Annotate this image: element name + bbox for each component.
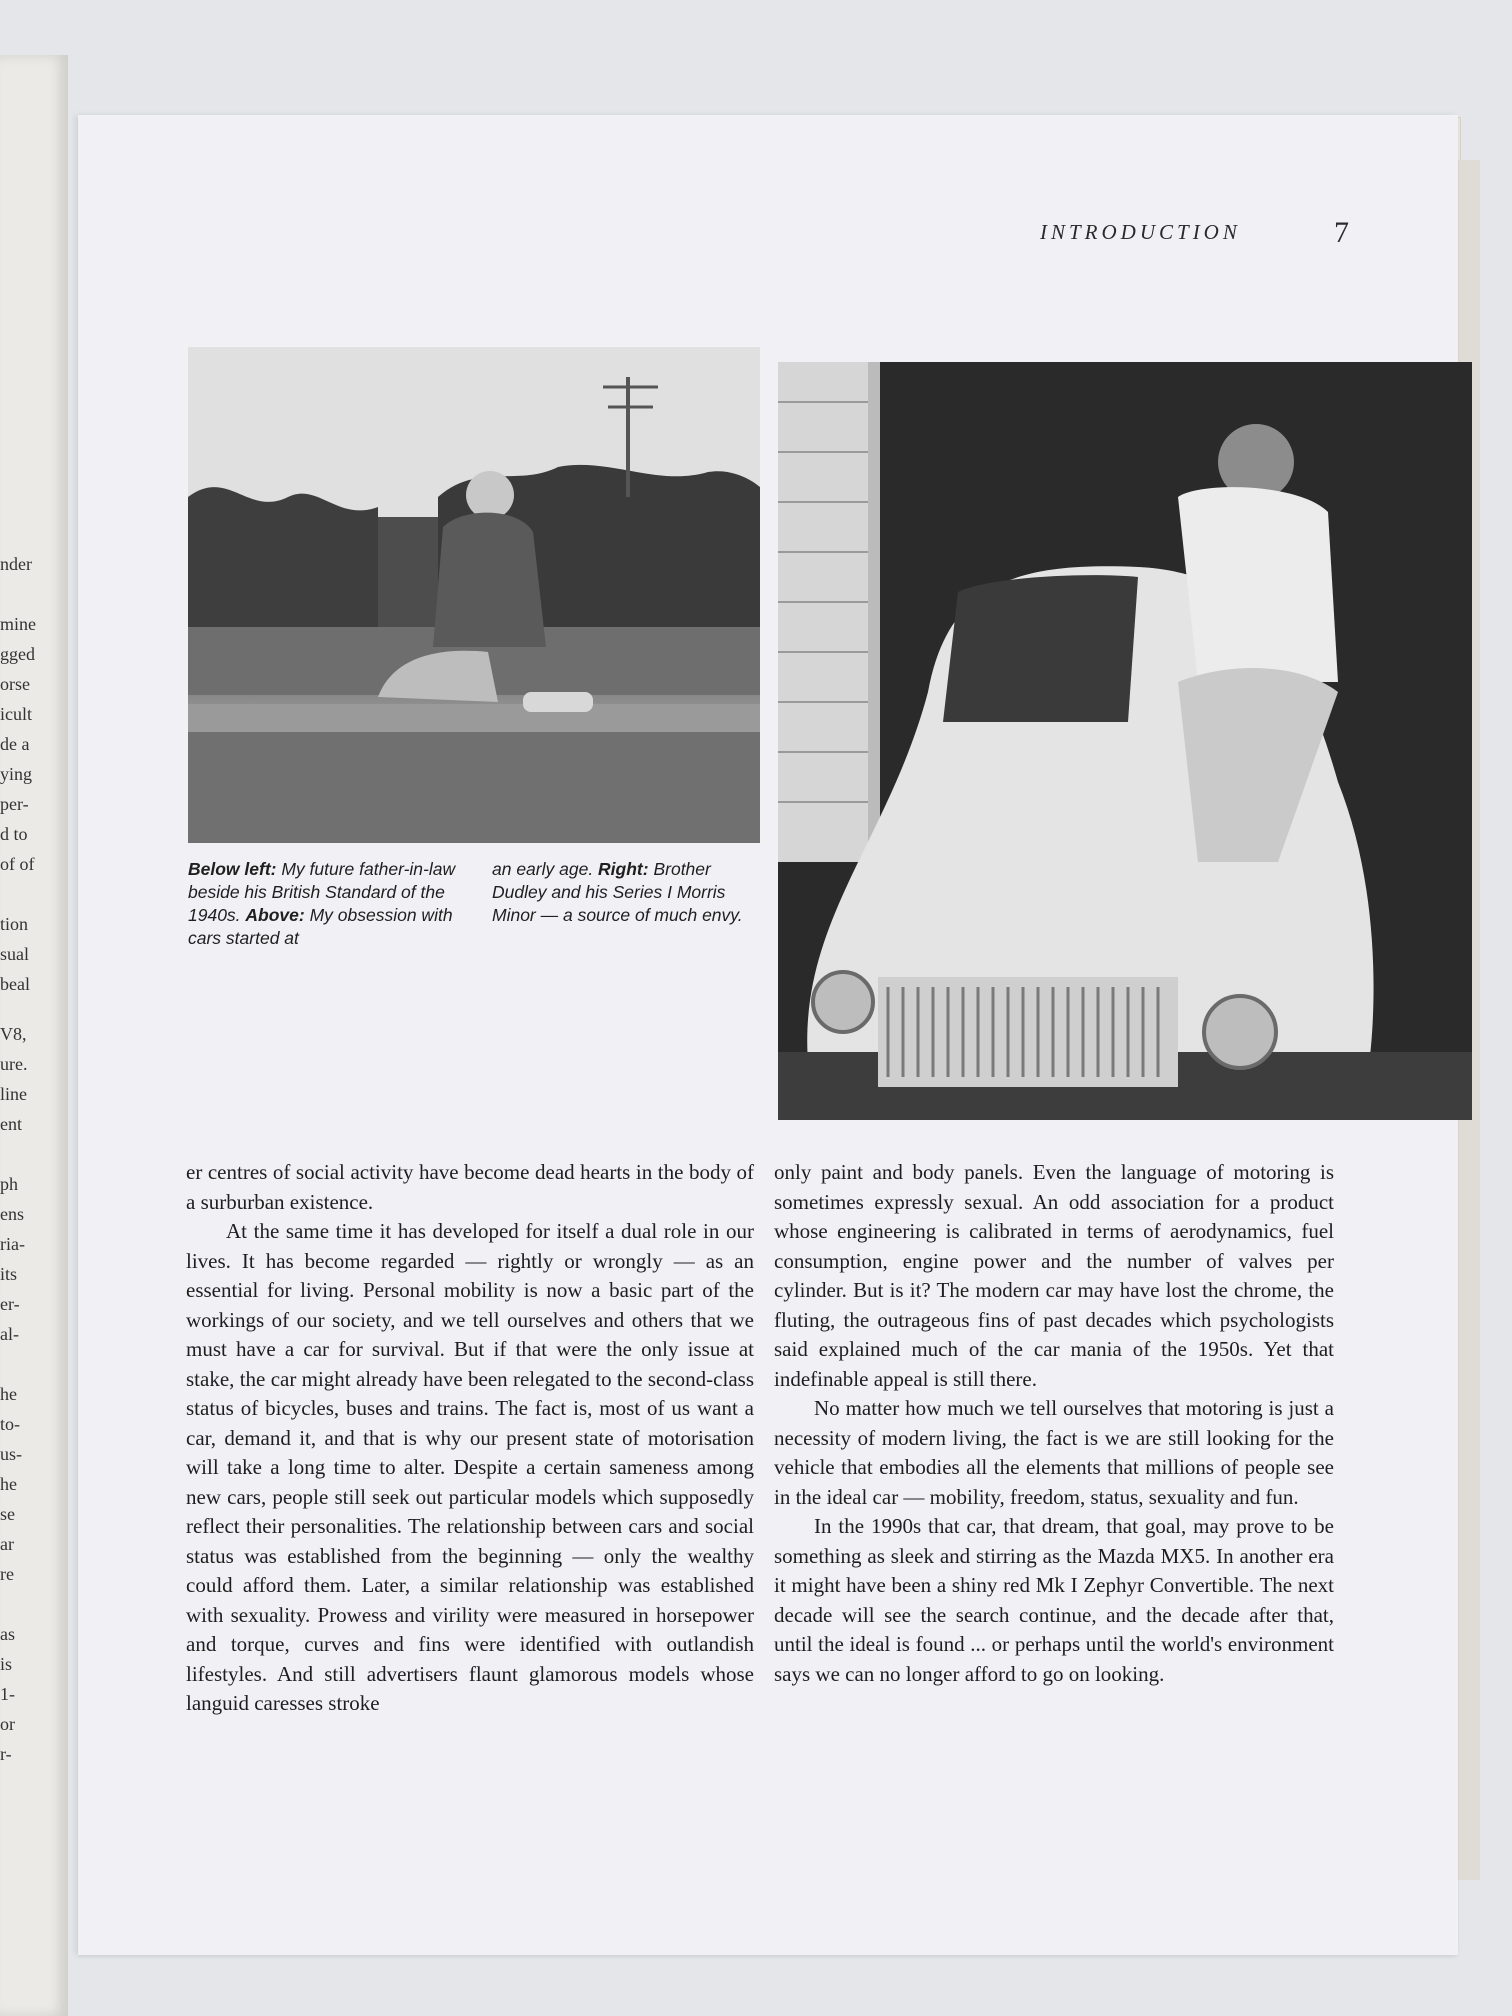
facing-page-text-fragment: icult bbox=[0, 704, 32, 724]
facing-page-text-fragment: ent bbox=[0, 1114, 22, 1134]
caption-right-lead-1: Right: bbox=[598, 859, 649, 879]
facing-page-text-fragment: he bbox=[0, 1474, 17, 1494]
caption-left-text-1: My future father-in-law beside his British Standard of the 1940s. bbox=[188, 859, 456, 925]
paragraph: only paint and body panels. Even the language of motoring is sometimes expressly sexual. An odd association for a product whose engineering is calibrated in terms of aerodynamics, fuel consumption, engine power and the number of valves per cylinder. But is it? The modern car may have lost the chrome, the fluting, the outrageous fins of past decades which psychologists said explained much of the car mania of the 1950s. Yet that indefinable appeal is still there. bbox=[774, 1160, 1334, 1391]
body-column-right bbox=[774, 1158, 1334, 1689]
facing-page-text-fragment: ria- bbox=[0, 1234, 25, 1254]
facing-page-text-fragment: ure. bbox=[0, 1054, 28, 1074]
facing-page-text-fragment: or bbox=[0, 1714, 15, 1734]
facing-page-text-fragment: gged bbox=[0, 644, 35, 664]
paragraph: At the same time it has developed for itself a dual role in our lives. It has become regarded — rightly or wrongly — as an essential for living. Personal mobility is now a basic part of the workings of our society, and we tell ourselves and others that we must have a car for survival. But if that were the only issue at stake, the car might already have been relegated to the second-class status of bicycles, buses and trains. The fact is, most of us want a car, demand it, and that is why our present state of motorisation will take a long time to alter. Despite a certain sameness among new cars, people still seek out particular models which supposedly reflect their personalities. The relationship between cars and social status was established from the beginning — only the wealthy could afford them. Later, a similar relationship was established with sexuality. Prowess and virility were measured in horsepower and torque, curves and fins were identified with outlandish lifestyles. And still advertisers flaunt glamorous models whose languid caresses stroke bbox=[186, 1219, 754, 1715]
photo-boy-with-toy-car bbox=[188, 347, 760, 843]
facing-page-text-fragment: to- bbox=[0, 1414, 20, 1434]
paragraph: In the 1990s that car, that dream, that goal, may prove to be something as sleek and stirring as the Mazda MX5. In another era it might have been a shiny red Mk I Zephyr Convertible. The next decade will see the search continue, and the decade after that, until the ideal is found ... or perhaps until the world's environment says we can no longer afford to go on looking. bbox=[774, 1514, 1334, 1686]
facing-page-text-fragment: is bbox=[0, 1654, 13, 1674]
facing-page-text-fragment: orse bbox=[0, 674, 30, 694]
facing-page-text-fragment: V8, bbox=[0, 1024, 27, 1044]
facing-page-text-fragment: as bbox=[0, 1624, 15, 1644]
facing-page-text-fragment: sual bbox=[0, 944, 29, 964]
paragraph: er centres of social activity have become dead hearts in the body of a surburban existence. bbox=[186, 1160, 754, 1214]
paragraph: No matter how much we tell ourselves that motoring is just a necessity of modern living, the fact is we are still looking for the vehicle that embodies all the elements that millions of people see in the ideal car — mobility, freedom, status, sexuality and fun. bbox=[774, 1396, 1334, 1509]
facing-page-text-fragment: al- bbox=[0, 1324, 19, 1344]
caption-right bbox=[492, 858, 762, 927]
running-head-section: INTRODUCTION bbox=[1040, 220, 1241, 244]
facing-page-text-fragment: er- bbox=[0, 1294, 20, 1314]
caption-left bbox=[188, 858, 480, 950]
facing-page-text-fragment: ying bbox=[0, 764, 33, 784]
facing-page-text-fragment: of of bbox=[0, 854, 35, 874]
facing-page-text-fragment: mine bbox=[0, 614, 36, 634]
facing-page-text-fragment: de a bbox=[0, 734, 30, 754]
caption-left-text-2: My obsession with cars started at bbox=[188, 905, 453, 948]
facing-left-page bbox=[0, 55, 68, 2016]
facing-page-text-fragment: per- bbox=[0, 794, 29, 814]
page-number: 7 bbox=[1334, 216, 1349, 249]
facing-page-text-fragment: ar bbox=[0, 1534, 14, 1554]
facing-page-text-fragment: ph bbox=[0, 1174, 18, 1194]
caption-right-text-2: Brother Dudley and his Series I Morris Minor — a source of much envy. bbox=[492, 859, 743, 925]
facing-page-text-fragment: us- bbox=[0, 1444, 22, 1464]
facing-page-text-fragment: nder bbox=[0, 554, 32, 574]
caption-left-lead-2: Above: bbox=[245, 905, 305, 925]
facing-page-text-fragment: tion bbox=[0, 914, 29, 934]
facing-page-text-fragment: its bbox=[0, 1264, 18, 1284]
caption-right-text-1: an early age. bbox=[492, 859, 599, 879]
facing-page-text-fragment: d to bbox=[0, 824, 28, 844]
facing-page-text-fragment: beal bbox=[0, 974, 30, 994]
caption-left-lead-1: Below left: bbox=[188, 859, 277, 879]
body-column-left bbox=[186, 1158, 754, 1719]
facing-page-text-fragment: line bbox=[0, 1084, 27, 1104]
facing-page-text-fragment: ens bbox=[0, 1204, 24, 1224]
photo-teen-on-morris-minor bbox=[778, 362, 1472, 1120]
facing-page-text-fragment: re bbox=[0, 1564, 14, 1584]
facing-page-text-fragment: r- bbox=[0, 1744, 12, 1764]
facing-page-text-fragment: he bbox=[0, 1384, 17, 1404]
facing-page-text-fragment: se bbox=[0, 1504, 15, 1524]
facing-page-text-fragment: 1- bbox=[0, 1684, 15, 1704]
